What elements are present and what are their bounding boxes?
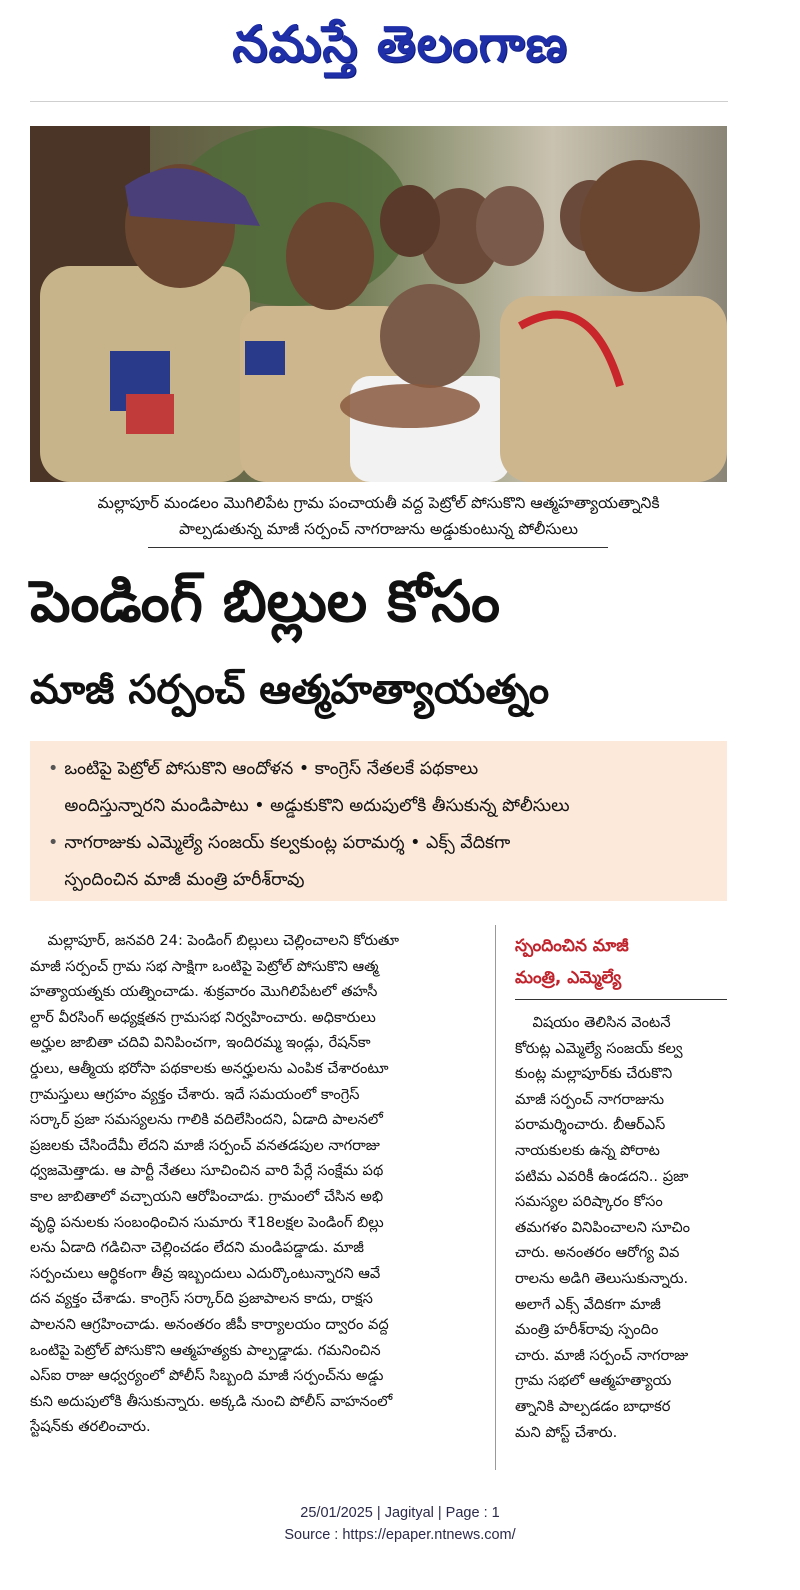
sidebar-line: త్నానికి పాల్పడడం బాధాకర xyxy=(515,1397,671,1415)
highlight-text: అందిస్తున్నారని మండిపాటు • అడ్డుకుకొని అదుపులోకి తీసుకున్న పోలీసులు xyxy=(64,796,570,816)
highlight-line xyxy=(44,751,717,788)
sidebar-line: సమస్యల పరిష్కారం కోసం xyxy=(515,1193,663,1211)
body-line: ప్రజలకు చేసిందేమీ లేదని మాజీ సర్పంచ్ వనతడపుల నాగరాజు xyxy=(30,1136,380,1154)
bullet-icon: • xyxy=(48,759,59,779)
caption-line-2: పాల్పడుతున్న మాజీ సర్పంచ్ నాగరాజును అడ్డుకుంటున్న పోలీసులు xyxy=(179,520,578,538)
photo-illustration xyxy=(30,126,727,482)
body-line: ధ్వజమెత్తాడు. ఆ పార్టీ నేతలు సూచించిన వారి పేర్లే సంక్షేమ పథ xyxy=(30,1162,384,1180)
body-line: అర్హుల జాబితా చదివి వినిపించగా, ఇందిరమ్మ ఇండ్లు, రేషన్‌కా xyxy=(30,1034,371,1052)
sidebar-line: గ్రామ సభలో ఆత్మహత్యాయ xyxy=(515,1372,672,1390)
body-line: కుని అదుపులోకి తీసుకున్నారు. అక్కడి నుంచి పోలీస్ వాహనంలో xyxy=(30,1392,393,1410)
sidebar-body xyxy=(515,1010,727,1445)
photo-caption xyxy=(30,490,727,542)
sidebar-line: మంత్రి హరీశ్‌రావు స్పందిం xyxy=(515,1321,659,1339)
body-line: హత్యాయత్నకు యత్నించాడు. శుక్రవారం మొగిలిపేటలో తహసీ xyxy=(30,983,378,1001)
body-line: లను ఏడాది గడిచినా చెల్లించడం లేదని మండిపడ్డాడు. మాజీ xyxy=(30,1239,364,1257)
page-footer xyxy=(0,1502,800,1546)
body-line: దన వ్యక్తం చేశాడు. కాంగ్రెస్ సర్కార్‌ది ప్రజాపాలన కాదు, రాక్షస xyxy=(30,1290,373,1308)
sidebar-line: తమగళం వినిపించాలని సూచిం xyxy=(515,1218,691,1236)
body-line: పాలనని ఆగ్రహించాడు. అనంతరం జీపీ కార్యాలయం ద్వారం వద్ద xyxy=(30,1315,389,1333)
sidebar-line: రాలను అడిగి తెలుసుకున్నారు. xyxy=(515,1269,689,1287)
sidebar-heading xyxy=(515,930,727,994)
bullet-icon: • xyxy=(48,833,59,853)
body-line: మల్లాపూర్, జనవరి 24: పెండింగ్ బిల్లులు చెల్లించాలని కోరుతూ xyxy=(47,932,400,949)
sidebar-line: నాయకులకు ఉన్న పోరాట xyxy=(515,1141,660,1159)
highlight-text: నాగరాజుకు ఎమ్మెల్యే సంజయ్ కల్వకుంట్ల పరామర్శ • ఎక్స్ వేదికగా xyxy=(64,833,511,853)
body-line: స్టేషన్‌కు తరలించారు. xyxy=(30,1418,151,1436)
highlight-line xyxy=(44,862,717,899)
body-line: ర్డులు, ఆత్మీయ భరోసా పథకాలకు అనర్హులను ఎంపిక చేశారంటూ xyxy=(30,1059,389,1077)
body-line: సర్పంచులు ఆర్థికంగా తీవ్ర ఇబ్బందులు ఎదుర్కొంటున్నారని ఆవే xyxy=(30,1264,381,1282)
body-line: గ్రామస్తులు ఆగ్రహం వ్యక్తం చేశారు. ఇదే సమయంలో కాంగ్రెస్ xyxy=(30,1085,360,1103)
footer-date-edition: 25/01/2025 | Jagityal | Page : 1 xyxy=(300,1505,500,1521)
highlight-line xyxy=(44,788,717,825)
caption-line-1: మల్లాపూర్ మండలం మొగిలిపేట గ్రామ పంచాయతీ వద్ద పెట్రోల్ పోసుకొని ఆత్మహత్యాయత్నానికి xyxy=(97,494,660,512)
subheadline: మాజీ సర్పంచ్ ఆత్మహత్యాయత్నం xyxy=(30,667,550,713)
sidebar-line: పటిమ ఎవరికీ ఉండదని.. ప్రజా xyxy=(515,1167,689,1185)
sidebar-line: కుంట్ల మల్లాపూర్‌కు చేరుకొని xyxy=(515,1065,673,1083)
sidebar-heading-line: మంత్రి, ఎమ్మెల్యే xyxy=(515,968,622,988)
masthead-logo: నమస్తే తెలంగాణ xyxy=(232,14,568,73)
headline: పెండింగ్ బిల్లుల కోసం xyxy=(30,569,500,635)
body-line: ఒంటిపై పెట్రోల్ పోసుకొని ఆత్మహత్యకు పాల్పడ్డాడు. గమనించిన xyxy=(30,1341,381,1359)
body-line: సర్కార్ ప్రజా సమస్యలను గాలికి వదిలేసిందని, ఏడాది పాలనలో xyxy=(30,1111,383,1129)
column-divider xyxy=(495,925,496,1470)
highlight-line xyxy=(44,825,717,862)
sidebar-line: కోరుట్ల ఎమ్మెల్యే సంజయ్ కల్వ xyxy=(515,1039,683,1057)
article-body xyxy=(30,928,482,1440)
body-line: మాజీ సర్పంచ్ గ్రామ సభ సాక్షిగా ఒంటిపై పెట్రోల్ పోసుకొని ఆత్మ xyxy=(30,957,379,975)
sidebar-line: చారు. అనంతరం ఆరోగ్య వివ xyxy=(515,1244,680,1262)
highlight-text: స్పందించిన మాజీ మంత్రి హరీశ్‌రావు xyxy=(64,870,305,890)
sidebar-heading-underline xyxy=(515,999,727,1000)
body-line: ల్దార్ వీరసింగ్ అధ్యక్షతన గ్రామసభ నిర్వహించారు. అధికారులు xyxy=(30,1008,376,1026)
body-line: కాల జాబితాలో వచ్చాయని ఆరోపించాడు. గ్రామంలో చేసిన అభి xyxy=(30,1187,384,1205)
news-photo xyxy=(30,126,727,482)
sidebar-line: చారు. మాజీ సర్పంచ్ నాగరాజు xyxy=(515,1346,689,1364)
sidebar-line: విషయం తెలిసిన వెంటనే xyxy=(532,1014,671,1031)
sidebar-line: మాజీ సర్పంచ్ నాగరాజును xyxy=(515,1090,665,1108)
sidebar-heading-line: స్పందించిన మాజీ xyxy=(515,936,629,956)
masthead-divider xyxy=(30,101,728,102)
body-line: వృద్ధి పనులకు సంబంధించిన సుమారు ₹18లక్షల పెండింగ్ బిల్లు xyxy=(30,1213,384,1231)
body-line: ఎస్ఐ రాజు ఆధ్వర్యంలో పోలీస్ సిబ్బంది మాజీ సర్పంచ్‌ను అడ్డు xyxy=(30,1367,384,1385)
highlight-text: ఒంటిపై పెట్రోల్ పోసుకొని ఆందోళన • కాంగ్రెస్ నేతలకే పథకాలు xyxy=(64,759,479,779)
caption-underline xyxy=(148,547,608,548)
highlights-box xyxy=(30,741,727,901)
sidebar-line: పరామర్శించారు. బీఆర్ఎస్ xyxy=(515,1116,666,1134)
sidebar-line: అలాగే ఎక్స్ వేదికగా మాజీ xyxy=(515,1295,661,1313)
sidebar-line: మని పోస్ట్ చేశారు. xyxy=(515,1423,618,1441)
footer-source-link[interactable]: Source : https://epaper.ntnews.com/ xyxy=(284,1527,516,1543)
